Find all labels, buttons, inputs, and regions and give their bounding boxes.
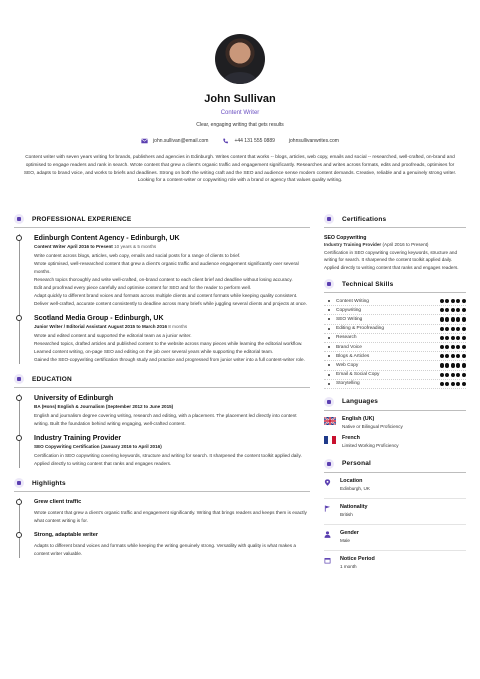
contact-email[interactable] bbox=[141, 138, 208, 144]
timeline-dot bbox=[16, 235, 22, 241]
rating-dot bbox=[440, 317, 444, 321]
rating-dot bbox=[456, 308, 460, 312]
language-item bbox=[324, 435, 466, 449]
company-name: Scotland Media Group - Edinburgh, UK bbox=[34, 315, 164, 322]
language-name: English (UK) bbox=[342, 415, 375, 422]
section-divider bbox=[324, 472, 466, 473]
flag-icon bbox=[324, 505, 331, 512]
skill-row bbox=[324, 297, 466, 306]
bullet: Adapt quickly to different brand voices and formats across multiple clients and content formats while keeping quality consistent. bbox=[34, 293, 298, 298]
timeline-dot bbox=[16, 435, 22, 441]
skill-row bbox=[324, 352, 466, 361]
rating-dot bbox=[445, 345, 449, 349]
profile-summary: Content writer with seven years writing for brands, publishers and agencies in Edinburgh. Writes content that works -- blogs, articles, web copy, emails and social -- researched, well-crafted, on-brand and optimised to engage readers and rank in search. Wrote content that grew a client's organic traffic and engagement significantly. Researches and writes across formats, edits and proofreads, optimises for SEO, adapts to brand voice, and works to briefs and deadlines. Strong on both the writing craft and the SEO and audience sense modern content demands. Creative, reliable and a genuinely strong writer. Looking for a content-writer or copywriting role with a brand or agency that values quality writing. bbox=[23, 155, 457, 184]
rating-dot bbox=[445, 354, 449, 358]
rating-dot bbox=[440, 299, 444, 303]
bullet: Edit and proofread every piece carefully and optimise content for SEO and for the reader to perform well. bbox=[34, 285, 252, 290]
skill-rating bbox=[440, 363, 467, 367]
section-title: Languages bbox=[342, 398, 379, 406]
award-icon bbox=[324, 214, 334, 224]
skill-name: Web Copy bbox=[336, 362, 359, 368]
phone-text: +44 131 555 0889 bbox=[234, 138, 275, 144]
rating-dot bbox=[456, 299, 460, 303]
contact-website[interactable] bbox=[289, 138, 339, 144]
language-level: Limited Working Proficiency bbox=[342, 442, 399, 448]
bullet: Research topics thoroughly and write well-crafted, on-brand content to each client brief and deadline without losing accuracy. bbox=[34, 277, 293, 282]
gender-icon bbox=[324, 459, 334, 469]
position: Content Writer bbox=[34, 244, 66, 249]
rating-dot bbox=[440, 336, 444, 340]
rating-dot bbox=[456, 317, 460, 321]
rating-dot bbox=[456, 373, 460, 377]
skill-row bbox=[324, 343, 466, 352]
skill-row bbox=[324, 325, 466, 334]
rating-dot bbox=[462, 327, 466, 331]
education-section bbox=[14, 372, 310, 468]
language-item bbox=[324, 416, 466, 430]
school-name: University of Edinburgh bbox=[34, 395, 114, 402]
person-icon bbox=[324, 531, 331, 538]
personal-value: Edinburgh, UK bbox=[340, 485, 370, 491]
personal-label: Notice Period bbox=[340, 555, 375, 562]
bullet: Gained the SEO-copywriting certification through study and practice and progressed from junior writer into a full content-writer role. bbox=[34, 357, 305, 362]
skill-rating bbox=[440, 308, 467, 312]
globe-icon bbox=[324, 397, 334, 407]
skill-name: Editing & Proofreading bbox=[336, 326, 384, 332]
experience-bullets bbox=[34, 332, 310, 364]
rating-dot bbox=[462, 363, 466, 367]
rating-dot bbox=[440, 382, 444, 386]
section-title: Personal bbox=[342, 460, 372, 468]
rating-dot bbox=[451, 317, 455, 321]
personal-item bbox=[324, 500, 466, 525]
skill-name: Brand Voice bbox=[336, 344, 362, 350]
language-name: French bbox=[342, 434, 360, 441]
timeline-line bbox=[19, 234, 20, 364]
skill-row bbox=[324, 306, 466, 315]
rating-dot bbox=[451, 336, 455, 340]
section-divider bbox=[324, 227, 466, 228]
skill-rating bbox=[440, 327, 467, 331]
school-name: Industry Training Provider bbox=[34, 435, 122, 442]
experience-bullets bbox=[34, 252, 310, 308]
highlight-title: Strong, adaptable writer bbox=[34, 532, 99, 538]
rating-dot bbox=[445, 308, 449, 312]
timeline-dot bbox=[16, 532, 22, 538]
section-title: Highlights bbox=[32, 479, 66, 487]
rating-dot bbox=[445, 299, 449, 303]
calendar-icon bbox=[324, 557, 331, 564]
skill-rating bbox=[440, 345, 467, 349]
skill-row bbox=[324, 380, 466, 389]
personal-value: Male bbox=[340, 537, 350, 543]
job-title: Content Writer bbox=[220, 110, 260, 116]
rating-dot bbox=[462, 345, 466, 349]
rating-dot bbox=[440, 363, 444, 367]
skills-section bbox=[324, 277, 466, 389]
education-item bbox=[34, 434, 310, 468]
contact-bar bbox=[0, 138, 480, 144]
star-icon bbox=[14, 478, 24, 488]
rating-dot bbox=[462, 336, 466, 340]
rating-dot bbox=[445, 363, 449, 367]
rating-dot bbox=[451, 308, 455, 312]
skill-row bbox=[324, 361, 466, 370]
rating-dot bbox=[456, 354, 460, 358]
highlight-item bbox=[34, 531, 310, 558]
rating-dot bbox=[451, 299, 455, 303]
section-title: Certifications bbox=[342, 215, 387, 223]
skill-name: Content Writing bbox=[336, 298, 369, 304]
book-icon bbox=[14, 374, 24, 384]
education-text: English and journalism degree covering writing, research and editing, with a placement. The placement led directly into content writing. Built the foundation behind writing engaging, well-crafted content. bbox=[34, 413, 297, 426]
rating-dot bbox=[462, 354, 466, 358]
bullet: Wrote and edited content and supported the editorial team as a junior writer. bbox=[34, 333, 192, 338]
rating-dot bbox=[451, 345, 455, 349]
contact-phone[interactable] bbox=[222, 138, 274, 144]
education-item bbox=[34, 394, 310, 428]
skill-name: Research bbox=[336, 335, 357, 341]
skill-rating bbox=[440, 354, 467, 358]
left-column bbox=[14, 212, 310, 558]
rating-dot bbox=[440, 308, 444, 312]
skill-rating bbox=[440, 299, 467, 303]
timeline-dot bbox=[16, 395, 22, 401]
france-flag-icon bbox=[324, 436, 336, 444]
duration: 8 months bbox=[168, 324, 188, 329]
highlight-item bbox=[34, 498, 310, 525]
candidate-name: John Sullivan bbox=[204, 93, 276, 105]
rating-dot bbox=[445, 336, 449, 340]
profile-photo bbox=[215, 34, 265, 84]
cert-text: Certification in SEO copywriting covering keywords, structure and writing for search. It sharpened the content toolkit applied daily. Applied directly to writing content that ranks and engages readers. bbox=[324, 249, 459, 270]
skill-row bbox=[324, 334, 466, 343]
cert-provider: Industry Training Provider bbox=[324, 242, 382, 247]
cert-name: SEO Copywriting bbox=[324, 235, 367, 241]
rating-dot bbox=[440, 373, 444, 377]
position: Junior Writer / Editorial Assistant bbox=[34, 324, 107, 329]
personal-item bbox=[324, 526, 466, 551]
section-title: Technical Skills bbox=[342, 280, 394, 288]
personal-section bbox=[324, 457, 466, 577]
skill-rating bbox=[440, 336, 467, 340]
skill-rating bbox=[440, 317, 467, 321]
rating-dot bbox=[456, 327, 460, 331]
tagline: Clear, engaging writing that gets results bbox=[196, 122, 284, 128]
personal-item bbox=[324, 474, 466, 499]
highlight-text: Wrote content that grew a client's organic traffic and engagement significantly. Writing that brings readers and keeps them is exactly what content writing is for. bbox=[34, 510, 307, 523]
personal-value: British bbox=[340, 511, 353, 517]
email-text: john.sullivan@email.com bbox=[153, 138, 209, 144]
degree: BA (Hons) English & Journalism bbox=[34, 404, 105, 409]
skill-name: Copywriting bbox=[336, 307, 362, 313]
cert-dates: (April 2016 to Present) bbox=[382, 242, 429, 247]
website-text: johnsullivanwrites.com bbox=[288, 138, 339, 144]
skill-name: SEO Writing bbox=[336, 316, 363, 322]
skill-rating bbox=[440, 373, 467, 377]
phone-icon bbox=[222, 138, 229, 144]
highlights-section bbox=[14, 476, 310, 558]
right-column bbox=[324, 212, 466, 583]
section-divider bbox=[14, 387, 310, 388]
tools-icon bbox=[324, 279, 334, 289]
rating-dot bbox=[440, 327, 444, 331]
highlight-text: Adapts to different brand voices and formats while keeping the writing genuinely strong. Versatility with quality is what makes a content writer valuable. bbox=[34, 543, 297, 556]
skill-name: Storytelling bbox=[336, 381, 360, 387]
timeline-line bbox=[19, 394, 20, 468]
timeline-dot bbox=[16, 315, 22, 321]
skill-row bbox=[324, 315, 466, 324]
rating-dot bbox=[462, 299, 466, 303]
dates: August 2015 to March 2016 bbox=[107, 324, 168, 329]
rating-dot bbox=[445, 373, 449, 377]
experience-section bbox=[14, 212, 310, 364]
company-name: Edinburgh Content Agency - Edinburgh, UK bbox=[34, 235, 180, 242]
language-level: Native or Bilingual Proficiency bbox=[342, 423, 403, 429]
section-divider bbox=[14, 227, 310, 228]
location-icon bbox=[324, 479, 331, 486]
skill-rating bbox=[440, 382, 467, 386]
section-title: PROFESSIONAL EXPERIENCE bbox=[32, 215, 132, 223]
personal-label: Gender bbox=[340, 529, 359, 536]
rating-dot bbox=[462, 308, 466, 312]
duration: 10 years & 5 months bbox=[114, 244, 157, 249]
rating-dot bbox=[456, 382, 460, 386]
skill-name: Blogs & Articles bbox=[336, 353, 370, 359]
dates: (January 2016 to April 2016) bbox=[100, 444, 162, 449]
bullet: Write content across blogs, articles, web copy, emails and social posts for a range of clients to brief. bbox=[34, 253, 241, 258]
rating-dot bbox=[456, 363, 460, 367]
personal-item bbox=[324, 552, 466, 577]
briefcase-icon bbox=[14, 214, 24, 224]
rating-dot bbox=[451, 373, 455, 377]
rating-dot bbox=[440, 345, 444, 349]
languages-section bbox=[324, 395, 466, 449]
rating-dot bbox=[462, 373, 466, 377]
rating-dot bbox=[456, 345, 460, 349]
personal-label: Nationality bbox=[340, 503, 368, 510]
bullet: Wrote optimised, well-researched content that grew a client's organic traffic and audience engagement significantly over several months. bbox=[34, 261, 299, 274]
dates: (September 2012 to June 2015) bbox=[105, 404, 174, 409]
bullet: Deliver well-crafted, accurate content consistently to deadline across many briefs while juggling several clients and projects at once. bbox=[34, 301, 308, 306]
personal-label: Location bbox=[340, 477, 363, 484]
rating-dot bbox=[451, 327, 455, 331]
personal-value: 1 month bbox=[340, 563, 357, 569]
section-divider bbox=[324, 292, 466, 293]
rating-dot bbox=[445, 327, 449, 331]
rating-dot bbox=[456, 336, 460, 340]
skill-name: Email & Social Copy bbox=[336, 372, 380, 378]
rating-dot bbox=[451, 354, 455, 358]
rating-dot bbox=[451, 382, 455, 386]
bullet: Learned content writing, on-page SEO and editing on the job over several years while supporting the editorial team. bbox=[34, 349, 274, 354]
skills-list bbox=[324, 297, 466, 389]
section-title: EDUCATION bbox=[32, 375, 72, 383]
section-divider bbox=[324, 410, 466, 411]
education-text: Certification in SEO copywriting covering keywords, structure and writing for search. It sharpened the content toolkit applied daily. Applied directly to writing content that ranks and engages readers. bbox=[34, 453, 302, 466]
timeline-line bbox=[19, 498, 20, 558]
dates: April 2016 to Present bbox=[67, 244, 113, 249]
degree: SEO Copywriting Certification bbox=[34, 444, 100, 449]
email-icon bbox=[141, 138, 148, 144]
rating-dot bbox=[440, 354, 444, 358]
timeline-dot bbox=[16, 499, 22, 505]
rating-dot bbox=[462, 317, 466, 321]
experience-item bbox=[34, 314, 310, 364]
rating-dot bbox=[451, 363, 455, 367]
certifications-section bbox=[324, 212, 466, 271]
experience-item bbox=[34, 234, 310, 308]
section-divider bbox=[14, 491, 310, 492]
skill-row bbox=[324, 371, 466, 380]
highlight-title: Grew client traffic bbox=[34, 499, 82, 505]
bullet: Researched topics, drafted articles and published content to the website across many pieces while learning the editorial workflow. bbox=[34, 341, 303, 346]
rating-dot bbox=[445, 382, 449, 386]
rating-dot bbox=[462, 382, 466, 386]
rating-dot bbox=[445, 317, 449, 321]
uk-flag-icon bbox=[324, 417, 336, 425]
